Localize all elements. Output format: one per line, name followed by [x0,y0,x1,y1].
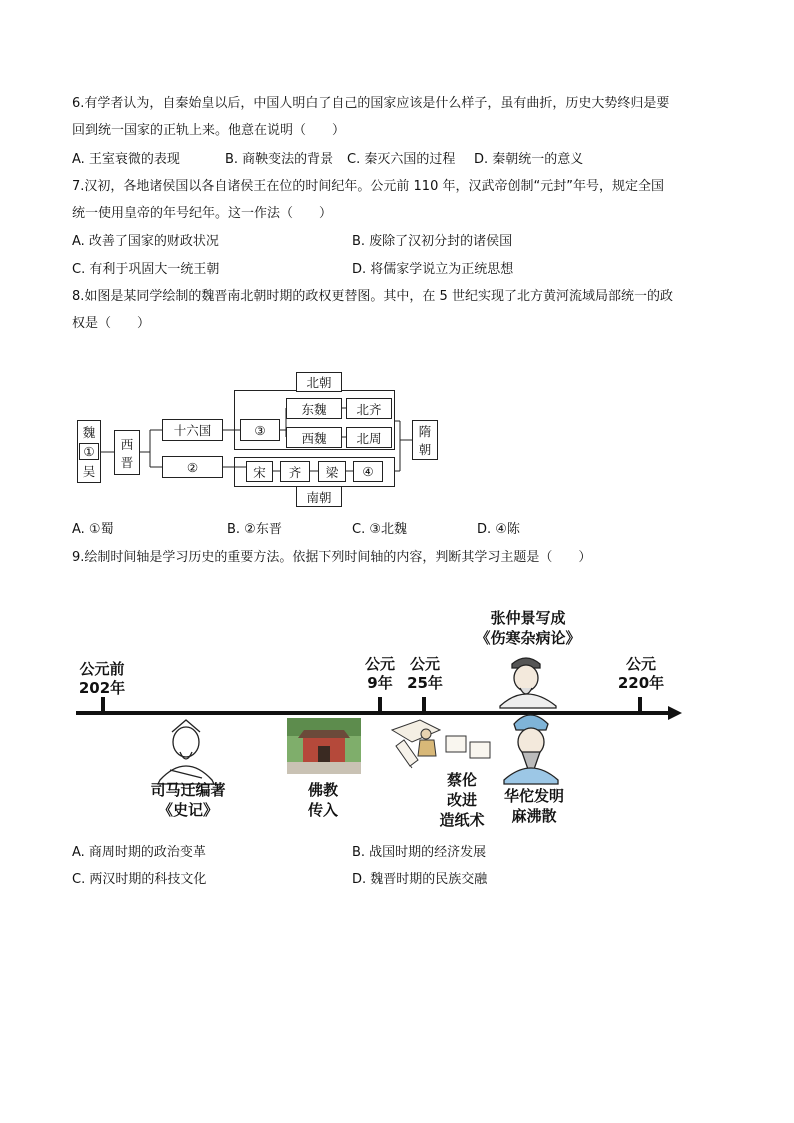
song-box: 宋 [246,461,273,482]
tick-202bc-label [72,660,132,698]
q6-stem-line2: 回到统一国家的正轨上来。他意在说明（ ） [72,123,346,138]
cai-lun-caption [430,770,494,830]
q7-option-b[interactable]: B. 废除了汉初分封的诸侯国 [352,234,513,249]
tick-220ad-line2: 220年 [617,674,665,692]
tick-202bc-line1: 公元前 [79,660,125,678]
hua-tuo-caption [494,786,574,826]
q6-option-c[interactable]: C. 秦灭六国的过程 [347,152,456,167]
buddhism-temple-picture [287,718,361,774]
zhang-caption-line2: 《伤寒杂病论》 [475,629,581,647]
tick-9ad-line1: 公元 [364,655,395,673]
sima-caption-line1: 司马迁编著 [150,781,226,799]
q6-option-b[interactable]: B. 商鞅变法的背景 [225,152,334,167]
suichao-char1: 隋 [418,424,432,439]
tick-9ad-line2: 9年 [367,674,393,692]
tick-202bc-line2: 202年 [78,679,126,697]
q8-stem-line2: 权是（ ） [72,316,151,331]
xijin-char2: 晋 [120,454,134,470]
circle-2-box: ② [162,456,223,478]
nanchao-label: 南朝 [296,486,342,507]
q6-stem-line1: 6.有学者认为，自秦始皇以后，中国人明白了自己的国家应该是什么样子，虽有曲折，历史大势终归是要 [72,96,670,111]
q9-option-b[interactable]: B. 战国时期的经济发展 [352,845,487,860]
zhang-zhongjing-portrait [500,658,556,708]
huatuo-caption-line1: 华佗发明 [503,787,564,805]
q6-option-a[interactable]: A. 王室衰微的表现 [72,152,180,167]
dongwei-box: 东魏 [286,398,342,419]
q6-option-d[interactable]: D. 秦朝统一的意义 [474,152,584,167]
beichao-label: 北朝 [296,372,342,392]
beizhou-box: 北周 [346,427,392,448]
circle-3-box: ③ [240,419,280,441]
buddhism-caption-line2: 传入 [307,801,338,819]
q9-stem-line1: 9.绘制时间轴是学习历史的重要方法。依据下列时间轴的内容，判断其学习主题是（ ） [72,550,592,565]
suichao-char2: 朝 [418,442,432,457]
circle-1-label: ① [79,443,99,460]
zhang-caption-line1: 张仲景写成 [490,609,566,627]
tick-220ad-label [614,655,668,693]
hua-tuo-portrait [504,715,558,784]
q9-option-d[interactable]: D. 魏晋时期的民族交融 [352,872,488,887]
sima-caption-line2: 《史记》 [157,801,218,819]
q7-option-a[interactable]: A. 改善了国家的财政状况 [72,234,219,249]
tick-25ad-line1: 公元 [409,655,440,673]
wei-label: 魏 [82,425,96,440]
q8-option-a[interactable]: A. ①蜀 [72,522,114,537]
zhang-zhongjing-caption [466,608,590,648]
tick-25ad-line2: 25年 [407,674,443,692]
q9-option-c[interactable]: C. 两汉时期的科技文化 [72,872,207,887]
q9-option-a[interactable]: A. 商周时期的政治变革 [72,845,206,860]
huatuo-caption-line2: 麻沸散 [511,807,557,825]
xiwei-box: 西魏 [286,427,342,448]
beiqi-box: 北齐 [346,398,392,419]
q7-stem-line2: 统一使用皇帝的年号纪年。这一作法（ ） [72,206,333,221]
cailun-caption-line2: 改进 [446,791,477,809]
wu-label: 吴 [82,464,96,479]
cai-lun-papermaking-picture [392,720,490,768]
tick-25ad-label [402,655,448,693]
tick-9ad-label [358,655,402,693]
buddhism-caption-line1: 佛教 [307,781,338,799]
xijin-char1: 西 [120,436,134,452]
buddhism-caption [298,780,348,820]
q7-option-d[interactable]: D. 将儒家学说立为正统思想 [352,262,514,277]
cailun-caption-line1: 蔡伦 [446,771,477,789]
cailun-caption-line3: 造纸术 [439,811,485,829]
sima-qian-portrait [158,720,214,784]
tick-220ad-line1: 公元 [625,655,656,673]
liang-box: 梁 [318,461,346,482]
q7-option-c[interactable]: C. 有利于巩固大一统王朝 [72,262,220,277]
qi-box: 齐 [280,461,310,482]
q8-option-b[interactable]: B. ②东晋 [227,522,282,537]
q7-stem-line1: 7.汉初，各地诸侯国以各自诸侯王在位的时间纪年。公元前 110 年，汉武帝创制“元封”年号，规定全国 [72,179,664,194]
q8-option-d[interactable]: D. ④陈 [477,522,520,537]
q8-stem-line1: 8.如图是某同学绘制的魏晋南北朝时期的政权更替图。其中，在 5 世纪实现了北方黄河流域局部统一的政 [72,289,673,304]
shiliuguo-box: 十六国 [162,419,223,441]
circle-4-box: ④ [353,461,383,482]
q8-option-c[interactable]: C. ③北魏 [352,522,407,537]
sima-qian-caption [140,780,236,820]
